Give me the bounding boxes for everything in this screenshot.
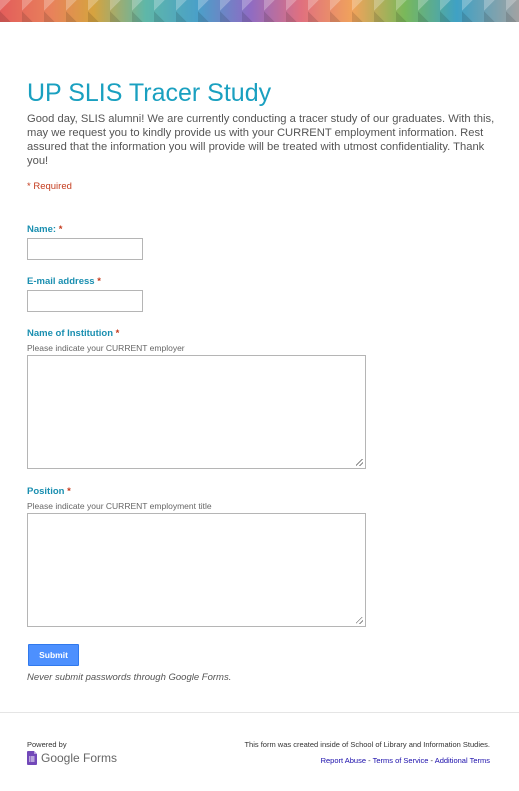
position-label-text: Position [27,486,68,497]
header-banner [0,0,519,22]
required-star: * [115,328,120,339]
powered-by-label: Powered by [27,740,67,749]
password-warning: Never submit passwords through Google Forms. [27,672,232,683]
name-field[interactable] [27,238,143,260]
required-star: * [67,486,71,497]
google-forms-icon [27,751,37,765]
position-textarea[interactable] [27,513,366,627]
footer-links [321,756,490,765]
google-forms-logo[interactable] [27,751,117,765]
institution-textarea[interactable] [27,355,366,469]
email-label-text: E-mail address [27,276,98,287]
google-forms-wordmark: Google Forms [41,751,118,765]
created-note: This form was created inside of School of Library and Information Studies. [244,740,490,749]
resize-grip-icon[interactable] [356,459,363,466]
email-field[interactable] [27,290,143,312]
institution-label-text: Name of Institution [27,328,116,339]
name-label [27,224,62,235]
required-star: * [97,276,101,287]
resize-grip-icon[interactable] [356,617,363,624]
terms-of-service-link[interactable]: Terms of Service [372,756,429,765]
footer-divider [0,712,519,713]
required-note: * Required [27,181,72,192]
position-help: Please indicate your CURRENT employment title [27,501,212,511]
link-separator: - [366,756,373,765]
institution-label [27,328,119,339]
form-description: Good day, SLIS alumni! We are currently conducting a tracer study of our graduates. With this, may we request you to kindly provide us with your CURRENT employment information. Rest assured that the information you will provide will be treated with utmost confidentiality. Thank you! [27,113,495,167]
submit-button[interactable]: Submit [28,644,79,666]
report-abuse-link[interactable]: Report Abuse [320,756,367,765]
required-star: * [58,224,63,235]
link-separator: - [428,756,435,765]
additional-terms-link[interactable]: Additional Terms [434,756,490,765]
name-label-text: Name: [27,224,59,235]
position-label [27,486,71,497]
email-label [27,276,101,287]
form-title: UP SLIS Tracer Study [27,79,272,107]
institution-help: Please indicate your CURRENT employer [27,343,185,353]
